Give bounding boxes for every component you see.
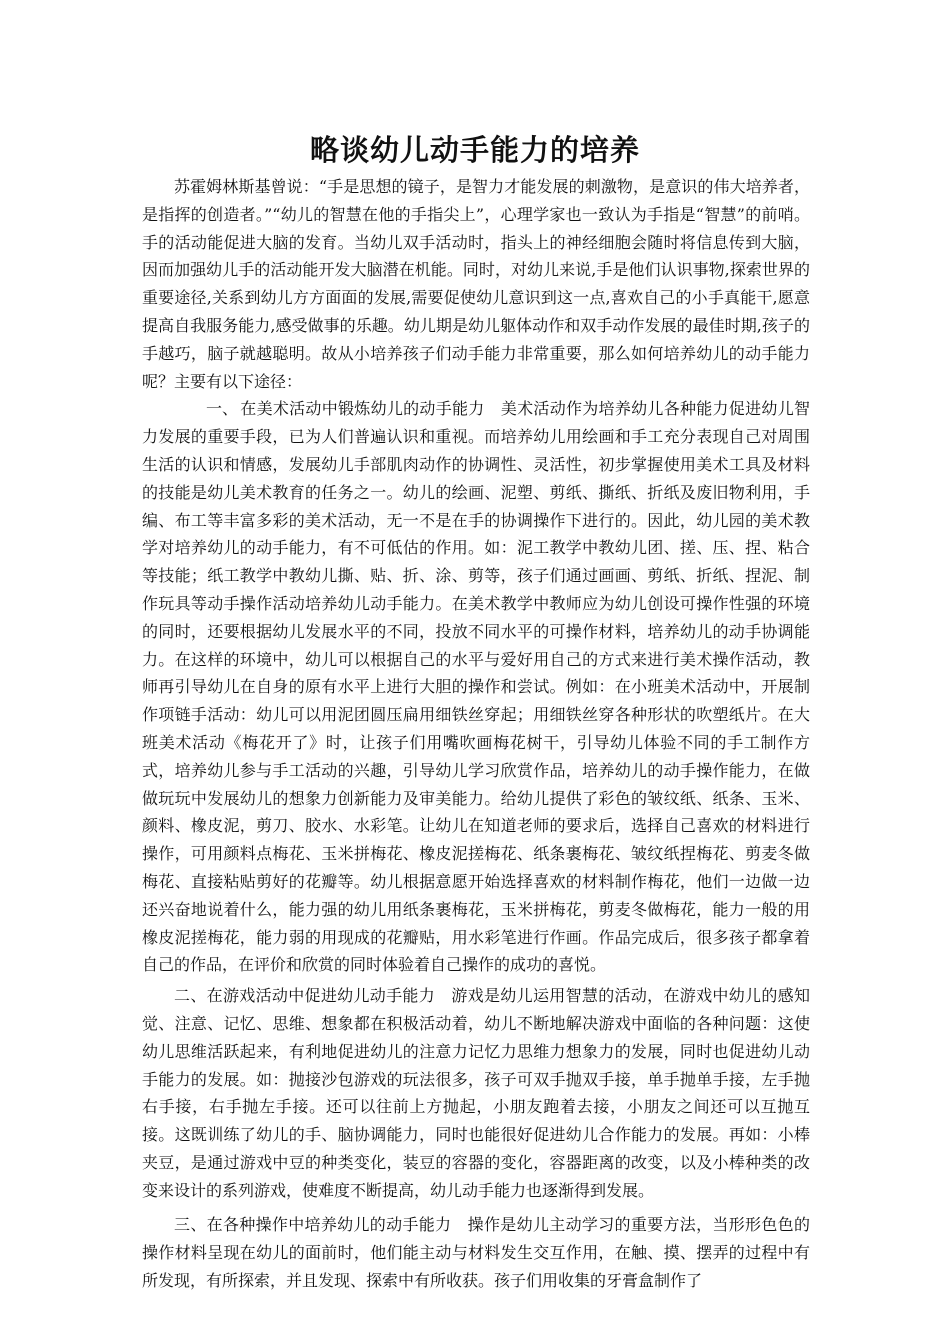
document-body	[142, 173, 810, 1295]
intro-paragraph: 苏霍姆林斯基曾说：“手是思想的镜子，是智力才能发展的刺激物，是意识的伟大培养者，是指挥的创造者。”“幼儿的智慧在他的手指尖上”，心理学家也一致认为手指是“智慧”的前哨。手的活动能促进大脑的发育。当幼儿双手活动时，指头上的神经细胞会随时将信息传到大脑，因而加强幼儿手的活动能开发大脑潜在机能。同时，对幼儿来说,手是他们认识事物,探索世界的重要途径,关系到幼儿方方面面的发展,需要促使幼儿意识到这一点,喜欢自己的小手真能干,愿意提高自我服务能力,感受做事的乐趣。幼儿期是幼儿躯体动作和双手动作发展的最佳时期,孩子的手越巧，脑子就越聪明。故从小培养孩子们动手能力非常重要，那么如何培养幼儿的动手能力呢？主要有以下途径：	[142, 177, 810, 391]
document-title: 略谈幼儿动手能力的培养	[309, 133, 640, 167]
section-2-paragraph: 二、在游戏活动中促进幼儿动手能力 游戏是幼儿运用智慧的活动，在游戏中幼儿的感知觉、注意、记忆、思维、想象都在积极活动着，幼儿不断地解决游戏中面临的各种问题：这使幼儿思维活跃起来，有利地促进幼儿的注意力记忆力思维力想象力的发展，同时也促进幼儿动手能力的发展。如：抛接沙包游戏的玩法很多，孩子可双手抛双手接，单手抛单手接，左手抛右手接，右手抛左手接。还可以往前上方抛起，小朋友跑着去接，小朋友之间还可以互抛互接。这既训练了幼儿的手、脑协调能力，同时也能很好促进幼儿合作能力的发展。再如：小棒夹豆，是通过游戏中豆的种类变化，装豆的容器的变化，容器距离的改变，以及小棒种类的改变来设计的系列游戏，使难度不断提高，幼儿动手能力也逐渐得到发展。	[142, 986, 810, 1200]
section-1-paragraph	[142, 395, 810, 979]
section-3-paragraph: 三、在各种操作中培养幼儿的动手能力 操作是幼儿主动学习的重要方法，当形形色色的操作材料呈现在幼儿的面前时，他们能主动与材料发生交互作用，在触、摸、摆弄的过程中有所发现，有所探索，并且发现、探索中有所收获。孩子们用收集的牙膏盒制作了	[142, 1215, 810, 1291]
section-1-number: 一、	[206, 399, 239, 419]
section-1-text: 在美术活动中锻炼幼儿的动手能力 美术活动作为培养幼儿各种能力促进幼儿智力发展的重要手段，已为人们普遍认识和重视。而培养幼儿用绘画和手工充分表现自己对周围生活的认识和情感，发展幼儿手部肌肉动作的协调性、灵活性，初步掌握使用美术工具及材料的技能是幼儿美术教育的任务之一。幼儿的绘画、泥塑、剪纸、撕纸、折纸及废旧物利用，手编、布工等丰富多彩的美术活动，无一不是在手的协调操作下进行的。因此，幼儿园的美术教学对培养幼儿的动手能力，有不可低估的作用。如：泥工教学中教幼儿团、搓、压、捏、粘合等技能；纸工教学中教幼儿撕、贴、折、涂、剪等，孩子们通过画画、剪纸、折纸、捏泥、制作玩具等动手操作活动培养幼儿动手能力。在美术教学中教师应为幼儿创设可操作性强的环境的同时，还要根据幼儿发展水平的不同，投放不同水平的可操作材料，培养幼儿的动手协调能力。在这样的环境中，幼儿可以根据自己的水平与爱好用自己的方式来进行美术操作活动，教师再引导幼儿在自身的原有水平上进行大胆的操作和尝试。例如：在小班美术活动中，开展制作项链手活动：幼儿可以用泥团圆压扁用细铁丝穿起；用细铁丝穿各种形状的吹塑纸片。在大班美术活动《梅花开了》时，让孩子们用嘴吹画梅花树干，引导幼儿体验不同的手工制作方式，培养幼儿参与手工活动的兴趣，引导幼儿学习欣赏作品，培养幼儿的动手操作能力，在做做玩玩中发展幼儿的想象力创新能力及审美能力。给幼儿提供了彩色的皱纹纸、纸条、玉米、颜料、橡皮泥，剪刀、胶水、水彩笔。让幼儿在知道老师的要求后，选择自己喜欢的材料进行操作，可用颜料点梅花、玉米拼梅花、橡皮泥搓梅花、纸条裹梅花、皱纹纸捏梅花、剪麦冬做梅花、直接粘贴剪好的花瓣等。幼儿根据意愿开始选择喜欢的材料制作梅花，他们一边做一边还兴奋地说着什么，能力强的幼儿用纸条裹梅花，玉米拼梅花，剪麦冬做梅花，能力一般的用橡皮泥搓梅花，能力弱的用现成的花瓣贴，用水彩笔进行作画。作品完成后，很多孩子都拿着自己的作品，在评价和欣赏的同时体验着自己操作的成功的喜悦。	[142, 399, 810, 975]
